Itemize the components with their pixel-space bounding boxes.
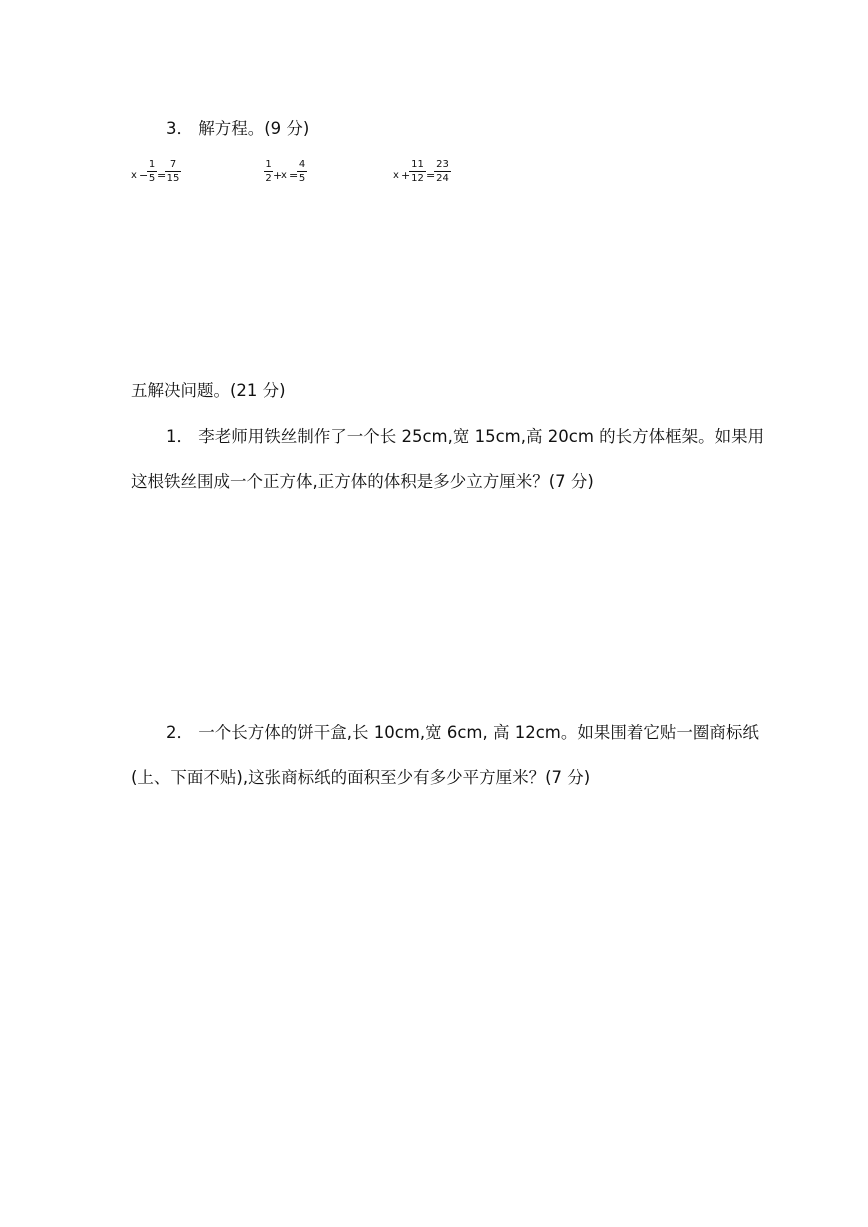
equation-1-equals: = [157, 169, 167, 182]
equation-3 [393, 158, 463, 194]
equation-2-operator: + [273, 169, 283, 182]
question-3-title: 3． 解方程。(9 分) [166, 119, 310, 138]
equation-1 [131, 158, 191, 194]
equation-2-fraction-2: $\frac{4}{5}$ [298, 159, 306, 184]
equation-2-fraction-1: $\frac{1}{2}$ [265, 159, 272, 184]
equation-3-variable: x [393, 170, 399, 181]
equation-2-equals: = [289, 169, 299, 182]
section-5-title: 五解决问题。(21 分) [131, 381, 286, 400]
problem-1-line-2: 这根铁丝围成一个正方体,正方体的体积是多少立方厘米？(7 分) [131, 472, 594, 491]
equation-1-fraction-1: $\frac{1}{5}$ [148, 159, 156, 184]
equation-3-equals: = [426, 169, 436, 182]
problem-1-line-1: 1． 李老师用铁丝制作了一个长 25cm,宽 15cm,高 20cm 的长方体框架。如果用 [166, 427, 765, 446]
equation-1-variable: x [131, 170, 137, 181]
equation-3-fraction-2: $\frac{23}{24}$ [434, 158, 451, 185]
equation-3-operator: + [401, 169, 411, 182]
equation-1-fraction-2: $\frac{7}{15}$ [166, 159, 180, 184]
equation-3-fraction-1: $\frac{11}{12}$ [409, 158, 426, 185]
equation-2-variable: x [281, 170, 287, 181]
equation-2 [264, 158, 324, 194]
problem-2-line-2: (上、下面不贴),这张商标纸的面积至少有多少平方厘米？(7 分) [131, 768, 591, 787]
problem-2-line-1: 2． 一个长方体的饼干盒,长 10cm,宽 6cm, 高 12cm。如果围着它贴一圈商标纸 [166, 723, 759, 742]
equation-1-operator: − [139, 169, 149, 182]
